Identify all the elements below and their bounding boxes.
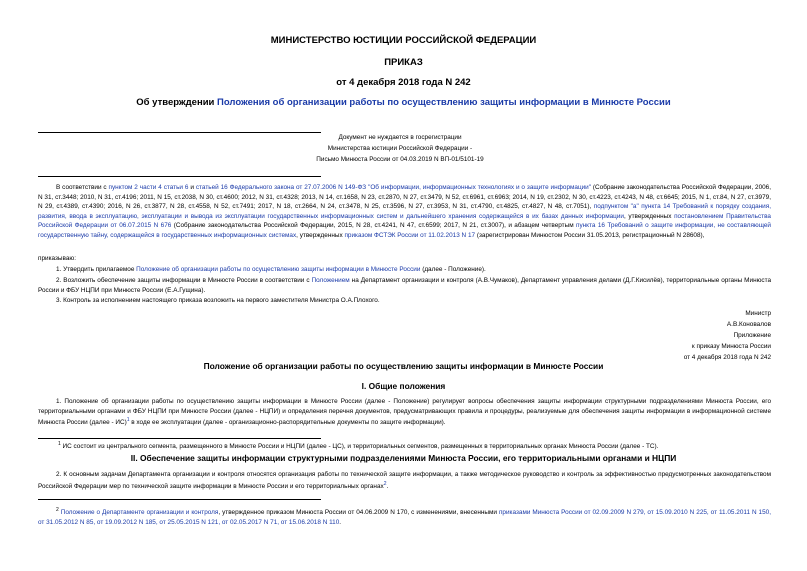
footnote-2 xyxy=(38,506,771,527)
law-link-5[interactable]: пункта 16 Требований о защите информации, не составляющей государственную тайну, содержащейся в государственных информационных системах xyxy=(38,222,772,239)
doc-title xyxy=(0,97,807,108)
item-2 xyxy=(38,276,771,295)
appendix-to: к приказу Минюста России xyxy=(691,343,771,350)
law-link-1[interactable]: пунктом 2 части 4 статьи 6 xyxy=(108,184,189,191)
item-2-text: 2. Возложить обеспечение защиты информации в Минюсте России в соответствии с xyxy=(56,277,312,284)
item-3: 3. Контроль за исполнением настоящего приказа возложить на первого заместителя Министра О.А.Плохого. xyxy=(56,297,380,304)
footnote-2-text: , утвержденное приказом Минюста России от 04.06.2009 N 170, с изменениями, внесенными xyxy=(218,509,499,517)
item-1 xyxy=(38,265,771,275)
section-2-paragraph xyxy=(38,470,771,491)
footnote-1 xyxy=(58,440,771,452)
doc-type-heading: ПРИКАЗ xyxy=(384,57,423,68)
note-line-2: Министерства юстиции Российской Федерации - xyxy=(327,145,473,152)
section-1-heading: I. Общие положения xyxy=(361,381,446,391)
registration-note xyxy=(300,132,500,165)
section-2-heading: II. Обеспечение защиты информации структурными подразделениями Минюста России, его территориальными органами и НЦПИ xyxy=(130,453,677,463)
preamble-text: (Собрание законодательства Российской Федерации, 2015, N 28, ст.4241, N 47, ст.6599; 2017, N 21, ст.3007), и абзацем четвертым xyxy=(171,222,576,230)
section-2-text: 2. К основным задачам Департамента организации и контроля относятся организация работы по технической защите информации, а также методическое руководство и контроль за эффективностью предусмотренных законодательством Российской Федерации мер по технической защите информации в Минюсте России и его территориальных органах xyxy=(38,471,771,490)
footnote-divider xyxy=(38,438,321,439)
law-link-2[interactable]: статьей 16 Федерального закона от 27.07.2006 N 149-ФЗ "Об информации, информационных технологиях и о защите информации" xyxy=(195,184,592,191)
section-1-text: 1. Положение об организации работы по осуществлению защиты информации в Минюсте России (далее - Положение) регулирует вопросы обеспечения защиты информации структурными подразделениями Минюста России, его территориальными органами и ФБУ НЦПИ при Минюсте России (далее - НЦПИ) и определения перечня документов, предусматривающих правила и процедуры, реализуемые для обеспечения защиты информации в информационной системе Минюста России (далее - ИС) xyxy=(38,398,771,427)
doc-date-number: от 4 декабря 2018 года N 242 xyxy=(336,77,471,88)
footnote-2-text: . xyxy=(339,518,342,526)
divider xyxy=(38,176,321,177)
section-1-text: в ходе ее эксплуатации (далее - организационно-распорядительные документы по защите информации). xyxy=(129,419,446,427)
note-line-1: Документ не нуждается в госрегистрации xyxy=(338,134,462,141)
footnote-ref-1[interactable]: 1 xyxy=(126,417,130,424)
section-1-paragraph xyxy=(38,397,771,428)
appendix-date: от 4 декабря 2018 года N 242 xyxy=(683,354,771,361)
signature-role: Министр xyxy=(745,310,771,317)
appendix-label: Приложение xyxy=(733,332,771,339)
footnote-divider xyxy=(38,499,321,500)
item-1-text: (далее - Положение). xyxy=(420,266,486,273)
doc-title-link[interactable]: Положения об организации работы по осуществлению защиты информации в Минюсте России xyxy=(217,97,671,108)
preamble-text: , утвержденных xyxy=(623,212,675,220)
note-line-3: Письмо Минюста России от 04.03.2019 N ВП-01/5101-19 xyxy=(316,156,484,163)
doc-title-prefix: Об утверждении xyxy=(136,97,218,108)
preamble-text: , утвержденных xyxy=(296,231,345,239)
preamble-text: В соответствии с xyxy=(56,184,109,191)
preamble-paragraph xyxy=(38,183,771,241)
footnote-2-mark: 2 xyxy=(56,507,59,513)
signature-block xyxy=(684,308,771,363)
preamble-text: и xyxy=(188,184,196,191)
ministry-heading: МИНИСТЕРСТВО ЮСТИЦИИ РОССИЙСКОЙ ФЕДЕРАЦИИ xyxy=(270,35,537,46)
section-2-text: . xyxy=(386,482,389,490)
regulation-link-2[interactable]: Положением xyxy=(311,277,350,284)
preamble-text: (Собрание законодательства Российской Федерации, 2006, N 31, ст.3448; 2010, N 31, ст.4196; 2011, N 15, ст.2038, N 30, ст.4600; 2012, N 31, ст.4328; 2013, N 14, ст.1658, N 23, ст.2870, N 27, ст.3479, N 52, ст.6961, ст.6963; 2014, N 19, ст.2302, N 30, ст.4223, ст.4243, N 48, ст.6645; 2015, N 1, ст.84, N 27, ст.3979, N 29, ст.4389, ст.4390; 2016, N 26, ст.3877, N 28, ст.4558, N 52, ст.7491; 2017, N 18, ст.2664, N 24, ст.3478, N 25, ст.3596, N 27, ст.3953, N 31, ст.4790, ст.4825, ст.4827, N 48, ст.7051), xyxy=(38,184,772,211)
footnote-1-text: ИС состоит из центрального сегмента, размещенного в Минюсте России и НЦПИ (далее - ЦС), и территориальных сегментов, размещенных в территориальных органах Минюста России (далее - ТС). xyxy=(60,443,659,451)
divider xyxy=(38,132,321,133)
footnote-1-mark: 1 xyxy=(58,441,61,447)
preamble-text: (зарегистрирован Минюстом России 31.05.2013, регистрационный N 28608), xyxy=(475,231,705,239)
item-2-text: на Департамент организации и контроля (А.В.Чумаков), Департамент управления делами (Д.Г.Кисилёв), территориальные органы Минюста России и ФБУ НЦПИ при Минюсте России (Е.А.Гущина). xyxy=(38,277,771,294)
law-link-4[interactable]: постановлением Правительства Российской Федерации от 06.07.2015 N 676 xyxy=(38,212,771,230)
footnote-2-link-1[interactable]: Положение о Департаменте организации и контроля xyxy=(60,509,219,517)
law-link-3[interactable]: подпунктом "а" пункта 14 Требований к порядку создания, развития, ввода в эксплуатацию, эксплуатации и вывода из эксплуатации государственных информационных систем и дальнейшего хранения содержащейся в их базах данных информации xyxy=(38,203,771,220)
regulation-link[interactable]: Положение об организации работы по осуществлению защиты информации в Минюсте России xyxy=(136,266,421,273)
regulation-title: Положение об организации работы по осуществлению защиты информации в Минюсте России xyxy=(203,361,604,371)
footnote-2-link-2[interactable]: приказами Минюста России от 02.09.2009 N 279, от 15.09.2010 N 225, от 11.05.2011 N 150, от 31.05.2012 N 85, от 19.09.2012 N 185, от 25.05.2015 N 121, от 02.05.2017 N 71, от 15.06.2018 N 110 xyxy=(38,509,771,526)
item-1-text: 1. Утвердить прилагаемое xyxy=(56,266,137,273)
law-link-6[interactable]: приказом ФСТЭК России от 11.02.2013 N 17 xyxy=(344,231,476,239)
footnote-ref-2[interactable]: 2 xyxy=(383,480,387,487)
order-word: приказываю: xyxy=(38,255,76,262)
signature-name: А.В.Коновалов xyxy=(726,321,771,328)
